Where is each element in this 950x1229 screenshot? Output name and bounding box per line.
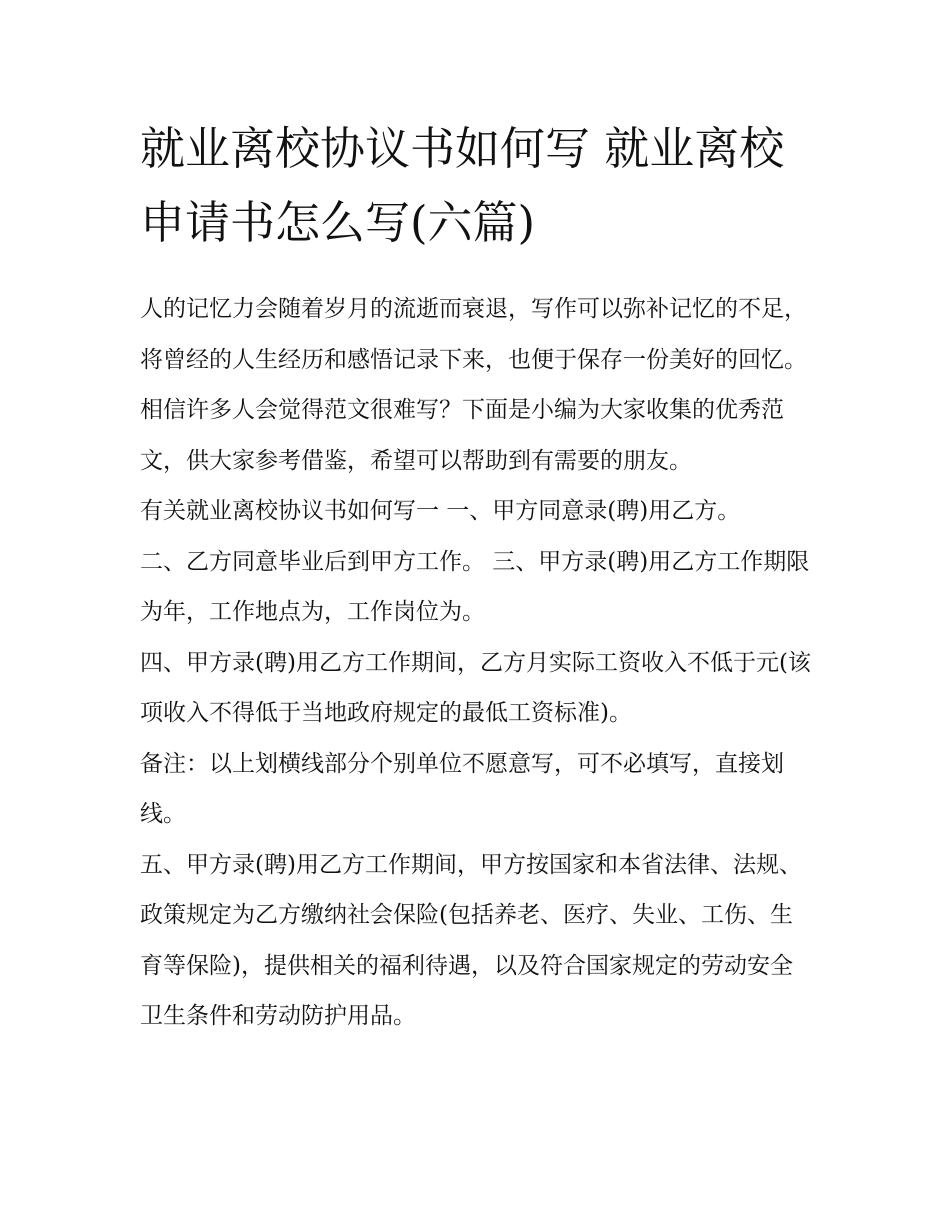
paragraph-intro: 人的记忆力会随着岁月的流逝而衰退，写作可以弥补记忆的不足，将曾经的人生经历和感悟记录下来，也便于保存一份美好的回忆。相信许多人会觉得范文很难写？下面是小编为大家收集的优秀范文，供大家参考借鉴，希望可以帮助到有需要的朋友。 bbox=[140, 296, 807, 474]
document-title: 就业离校协议书如何写 就业离校申请书怎么写(六篇) bbox=[140, 122, 785, 249]
paragraph-clause-2-3: 二、乙方同意毕业后到甲方工作。 三、甲方录(聘)用乙方工作期限为年，工作地点为，工作岗位为。 bbox=[140, 548, 810, 625]
paragraph-note: 备注：以上划横线部分个别单位不愿意写，可不必填写，直接划线。 bbox=[140, 750, 784, 827]
paragraph-clause-5: 五、甲方录(聘)用乙方工作期间，甲方按国家和本省法律、法规、政策规定为乙方缴纳社会保险(包括养老、医疗、失业、工伤、生育等保险)，提供相关的福利待遇，以及符合国家规定的劳动安全卫生条件和劳动防护用品。 bbox=[140, 851, 802, 1029]
document-body bbox=[140, 112, 815, 1042]
paragraph-clause-1: 有关就业离校协议书如何写一 一、甲方同意录(聘)用乙方。 bbox=[140, 498, 741, 524]
paragraph-clause-4: 四、甲方录(聘)用乙方工作期间，乙方月实际工资收入不低于元(该项收入不得低于当地政府规定的最低工资标准)。 bbox=[140, 649, 811, 726]
